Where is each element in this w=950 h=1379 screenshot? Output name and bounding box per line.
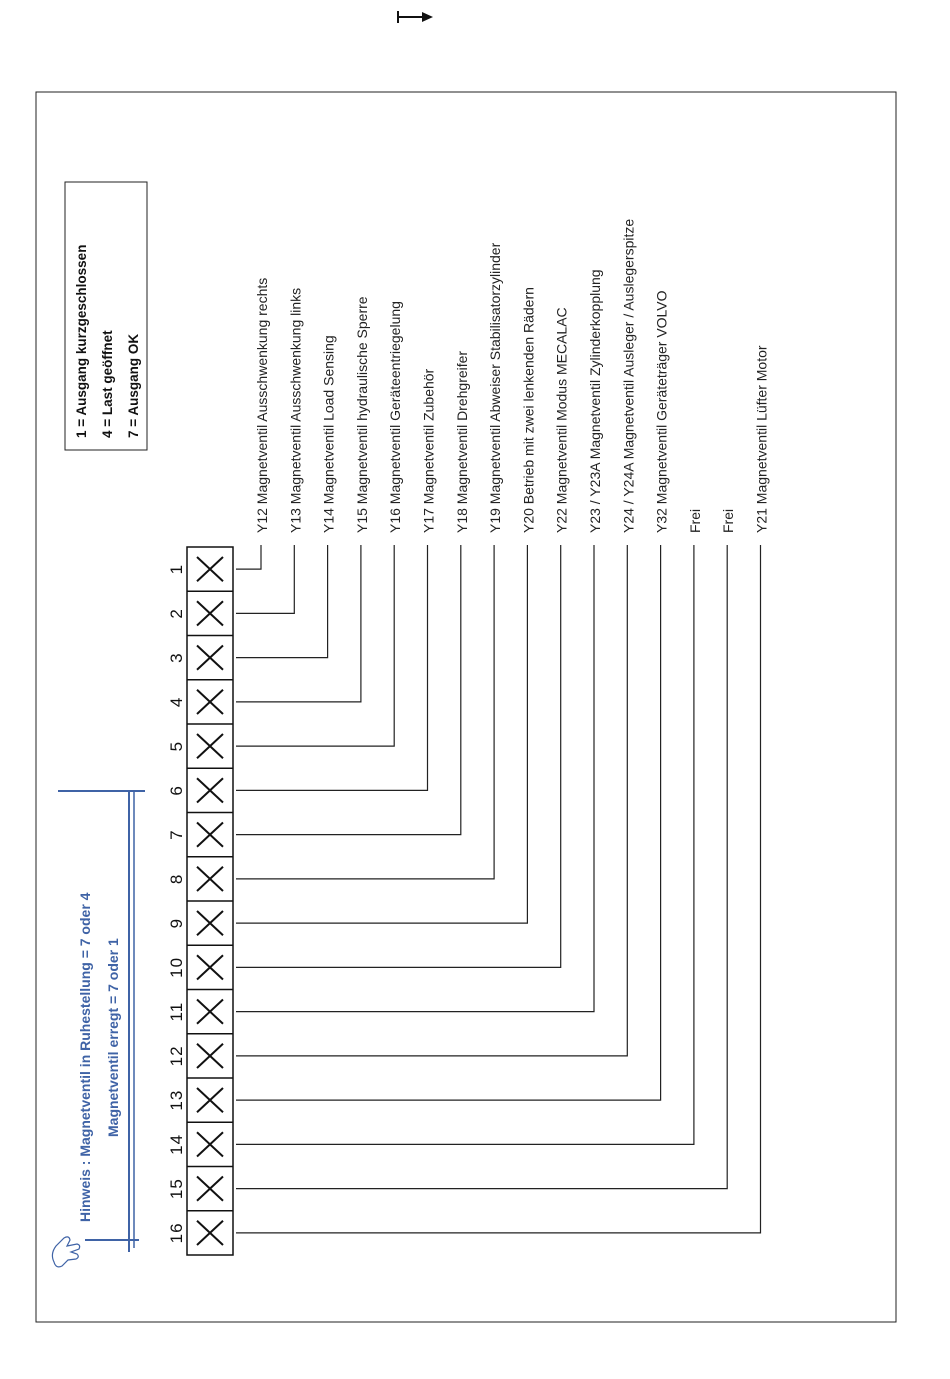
output-status-mark bbox=[197, 1000, 223, 1024]
output-label: Y18 Magnetventil Drehgreifer bbox=[453, 350, 470, 533]
connector-line bbox=[236, 545, 694, 1144]
output-label: Y15 Magnetventil hydraulische Sperre bbox=[353, 296, 370, 533]
output-status-mark bbox=[197, 1177, 223, 1201]
connector-line bbox=[236, 545, 527, 923]
output-label: Y21 Magnetventil Lüfter Motor bbox=[753, 345, 770, 533]
output-number: 16 bbox=[167, 1222, 186, 1244]
output-status-mark bbox=[197, 1221, 223, 1245]
connector-line bbox=[236, 545, 727, 1189]
output-number: 13 bbox=[167, 1089, 186, 1111]
output-number: 3 bbox=[167, 652, 186, 663]
connector-line bbox=[236, 545, 561, 967]
output-status-mark bbox=[197, 646, 223, 670]
output-label: Y17 Magnetventil Zubehör bbox=[420, 368, 437, 533]
output-label: Y32 Magnetventil Geräteträger VOLVO bbox=[653, 290, 670, 533]
note-line-1: Hinweis : Magnetventil in Ruhestellung = 7 oder 4 bbox=[77, 892, 93, 1222]
connector-line bbox=[236, 545, 428, 790]
output-number: 4 bbox=[167, 696, 186, 708]
connector-line bbox=[236, 545, 661, 1100]
legend-line-3: 7 = Ausgang OK bbox=[126, 333, 141, 438]
output-number: 11 bbox=[167, 1001, 186, 1022]
legend bbox=[65, 182, 147, 450]
output-number: 2 bbox=[167, 608, 186, 619]
output-label: Y24 / Y24A Magnetventil Ausleger / Auslegerspitze bbox=[620, 218, 637, 533]
output-status-mark bbox=[197, 1044, 223, 1068]
output-status-mark bbox=[197, 734, 223, 758]
output-label: Y19 Magnetventil Abweiser Stabilisatorzylinder bbox=[487, 242, 504, 533]
output-number: 6 bbox=[167, 785, 186, 796]
legend-line-2: 4 = Last geöffnet bbox=[100, 330, 115, 438]
output-status-mark bbox=[197, 690, 223, 714]
output-label: Y20 Betrieb mit zwei lenkenden Rädern bbox=[520, 287, 537, 533]
output-number: 15 bbox=[167, 1178, 186, 1200]
output-status-mark bbox=[197, 911, 223, 935]
hand-pointer-icon bbox=[52, 1237, 79, 1267]
legend-line-1: 1 = Ausgang kurzgeschlossen bbox=[74, 244, 89, 438]
connector-line bbox=[236, 545, 594, 1012]
output-number: 8 bbox=[167, 873, 186, 885]
output-number: 10 bbox=[167, 956, 186, 978]
output-number: 7 bbox=[167, 829, 186, 840]
output-number: 14 bbox=[167, 1133, 186, 1155]
output-number: 9 bbox=[167, 917, 186, 929]
connector-line bbox=[236, 545, 294, 613]
note-line-2: Magnetventil erregt = 7 oder 1 bbox=[105, 938, 121, 1137]
output-status-mark bbox=[197, 557, 223, 581]
output-label: Y13 Magnetventil Ausschwenkung links bbox=[287, 287, 304, 533]
connector-line bbox=[236, 545, 328, 658]
output-status-mark bbox=[197, 823, 223, 847]
output-status-mark bbox=[197, 601, 223, 625]
output-label: Frei bbox=[686, 508, 703, 533]
note bbox=[52, 791, 145, 1267]
output-number: 1 bbox=[167, 563, 186, 575]
output-label: Y22 Magnetventil Modus MECALAC bbox=[553, 307, 570, 533]
output-label: Y16 Magnetventil Geräteentriegelung bbox=[387, 301, 404, 533]
output-rows bbox=[167, 219, 770, 1255]
connector-line bbox=[236, 545, 261, 569]
output-label: Y23 / Y23A Magnetventil Zylinderkopplung bbox=[587, 269, 603, 533]
output-status-mark bbox=[197, 1088, 223, 1112]
connector-line bbox=[236, 545, 394, 746]
output-label: Frei bbox=[720, 508, 737, 533]
output-status-mark bbox=[197, 1132, 223, 1156]
output-number: 5 bbox=[167, 740, 186, 752]
output-status-mark bbox=[197, 867, 223, 891]
output-label: Y12 Magnetventil Ausschwenkung rechts bbox=[254, 277, 270, 533]
connector-line bbox=[236, 545, 761, 1233]
output-number: 12 bbox=[167, 1045, 186, 1067]
connector-line bbox=[236, 545, 494, 879]
page-arrow-icon bbox=[398, 11, 433, 23]
outer-frame bbox=[36, 92, 896, 1322]
output-status-mark bbox=[197, 955, 223, 979]
output-status-mark bbox=[197, 778, 223, 802]
output-label: Y14 Magnetventil Load Sensing bbox=[320, 335, 337, 533]
connector-line bbox=[236, 545, 627, 1056]
